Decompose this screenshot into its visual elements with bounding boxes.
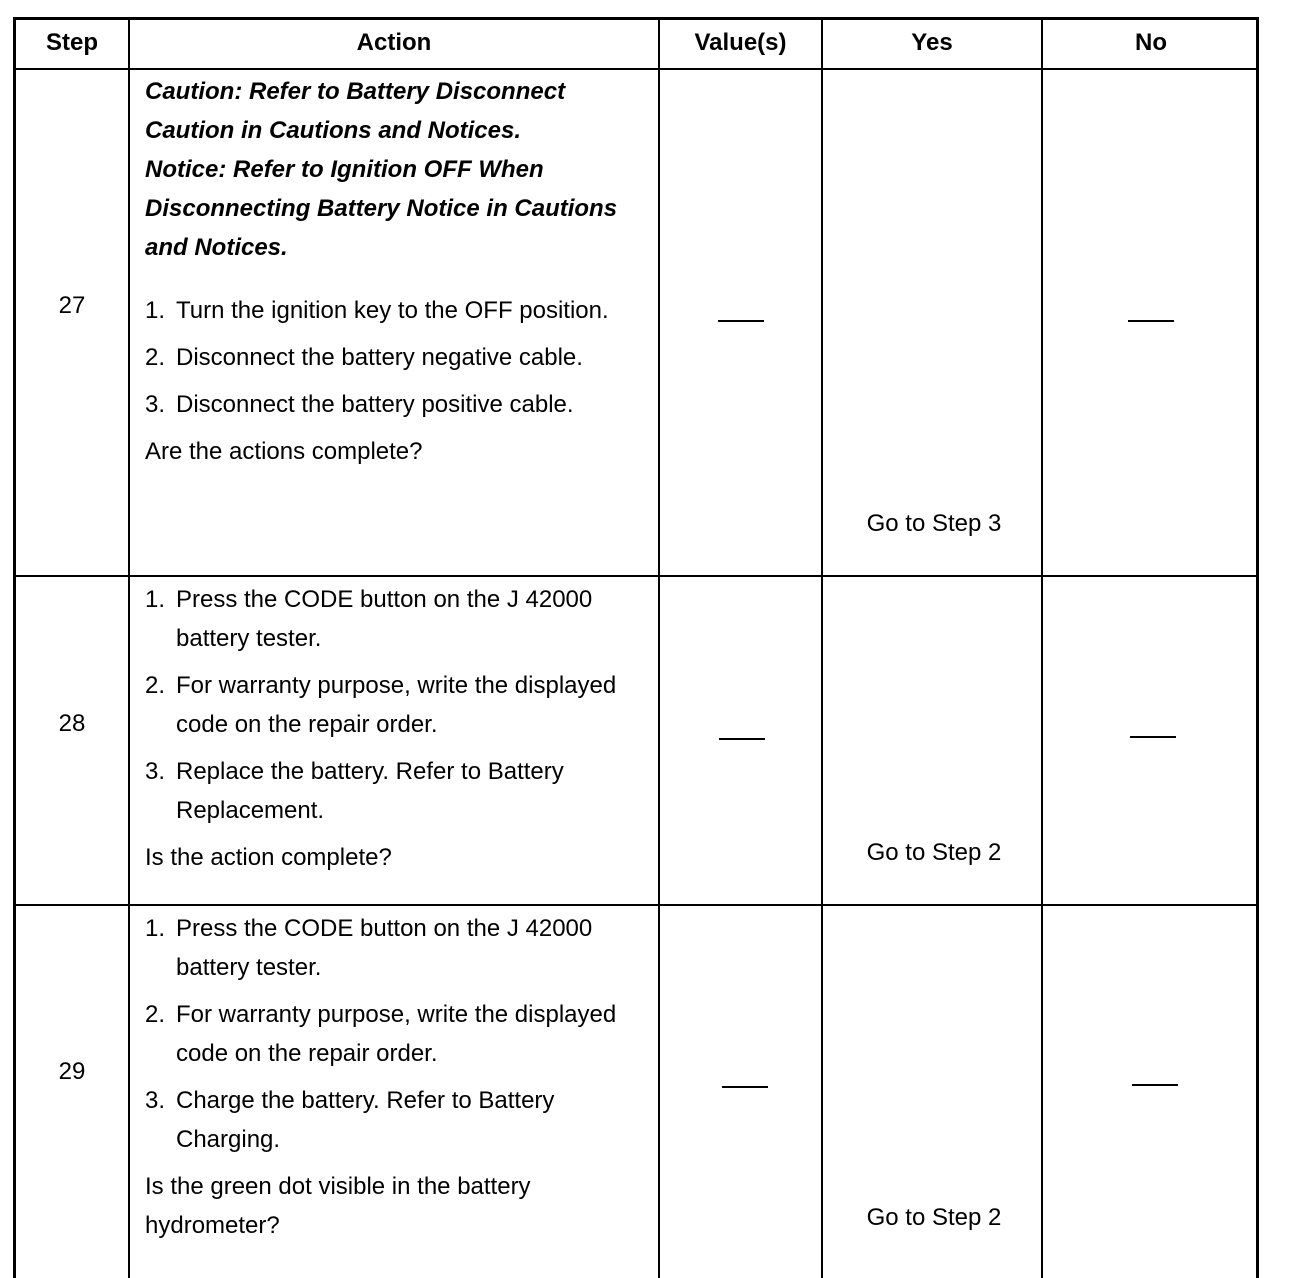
value-dash [722, 1086, 768, 1088]
list-item [145, 1081, 655, 1159]
row-divider [16, 575, 1256, 577]
item-number: 2. [145, 672, 166, 699]
item-text: Replace the battery. Refer to Battery Replacement. [176, 758, 564, 824]
action-cell [145, 72, 655, 471]
list-item [145, 291, 655, 330]
question-text: Is the green dot visible in the battery hydrometer? [145, 1173, 531, 1239]
header-action: Action [356, 29, 432, 56]
question-text: Is the action complete? [145, 844, 392, 871]
item-text: For warranty purpose, write the displayed code on the repair order. [176, 672, 617, 738]
caution-notice [145, 72, 655, 267]
no-dash [1130, 736, 1176, 738]
item-number: 1. [145, 586, 166, 613]
step-number: 29 [58, 1058, 86, 1085]
header-no: No [1135, 29, 1167, 56]
item-number: 2. [145, 344, 166, 371]
item-number: 1. [145, 297, 166, 324]
row-divider [16, 904, 1256, 906]
item-number: 3. [145, 391, 166, 418]
header-divider [16, 68, 1256, 70]
notice-text: Notice: Refer to Ignition OFF When Disconnecting Battery Notice in Cautions and Notices. [145, 156, 618, 261]
item-text: For warranty purpose, write the displayed code on the repair order. [176, 1001, 617, 1067]
action-cell [145, 909, 655, 1245]
value-dash [719, 738, 765, 740]
list-item [145, 909, 655, 987]
item-number: 2. [145, 1001, 166, 1028]
yes-result: Go to Step 3 [866, 510, 1002, 537]
header-values: Value(s) [694, 29, 787, 56]
column-divider [821, 20, 823, 1278]
item-text: Disconnect the battery negative cable. [176, 344, 583, 371]
value-dash [718, 320, 764, 322]
column-divider [658, 20, 660, 1278]
item-text: Press the CODE button on the J 42000 battery tester. [176, 586, 593, 652]
item-number: 3. [145, 758, 166, 785]
item-text: Turn the ignition key to the OFF position. [176, 297, 609, 324]
list-item [145, 385, 655, 424]
list-item [145, 580, 655, 658]
item-text: Disconnect the battery positive cable. [176, 391, 574, 418]
column-divider [128, 20, 130, 1278]
item-number: 3. [145, 1087, 166, 1114]
header-step: Step [45, 29, 98, 56]
no-dash [1128, 320, 1174, 322]
caution-text: Caution: Refer to Battery Disconnect Caution in Cautions and Notices. [145, 78, 566, 144]
yes-result: Go to Step 2 [866, 839, 1002, 866]
step-number: 27 [58, 292, 86, 319]
question-text: Are the actions complete? [145, 438, 423, 465]
header-yes: Yes [911, 29, 953, 56]
list-item [145, 666, 655, 744]
list-item [145, 338, 655, 377]
column-divider [1041, 20, 1043, 1278]
step-number: 28 [58, 710, 86, 737]
item-number: 1. [145, 915, 166, 942]
no-dash [1132, 1084, 1178, 1086]
diagnostic-table [13, 17, 1259, 1278]
list-item [145, 752, 655, 830]
item-text: Press the CODE button on the J 42000 battery tester. [176, 915, 593, 981]
list-item [145, 995, 655, 1073]
yes-result: Go to Step 2 [866, 1204, 1002, 1231]
action-cell [145, 580, 655, 877]
item-text: Charge the battery. Refer to Battery Charging. [176, 1087, 555, 1153]
